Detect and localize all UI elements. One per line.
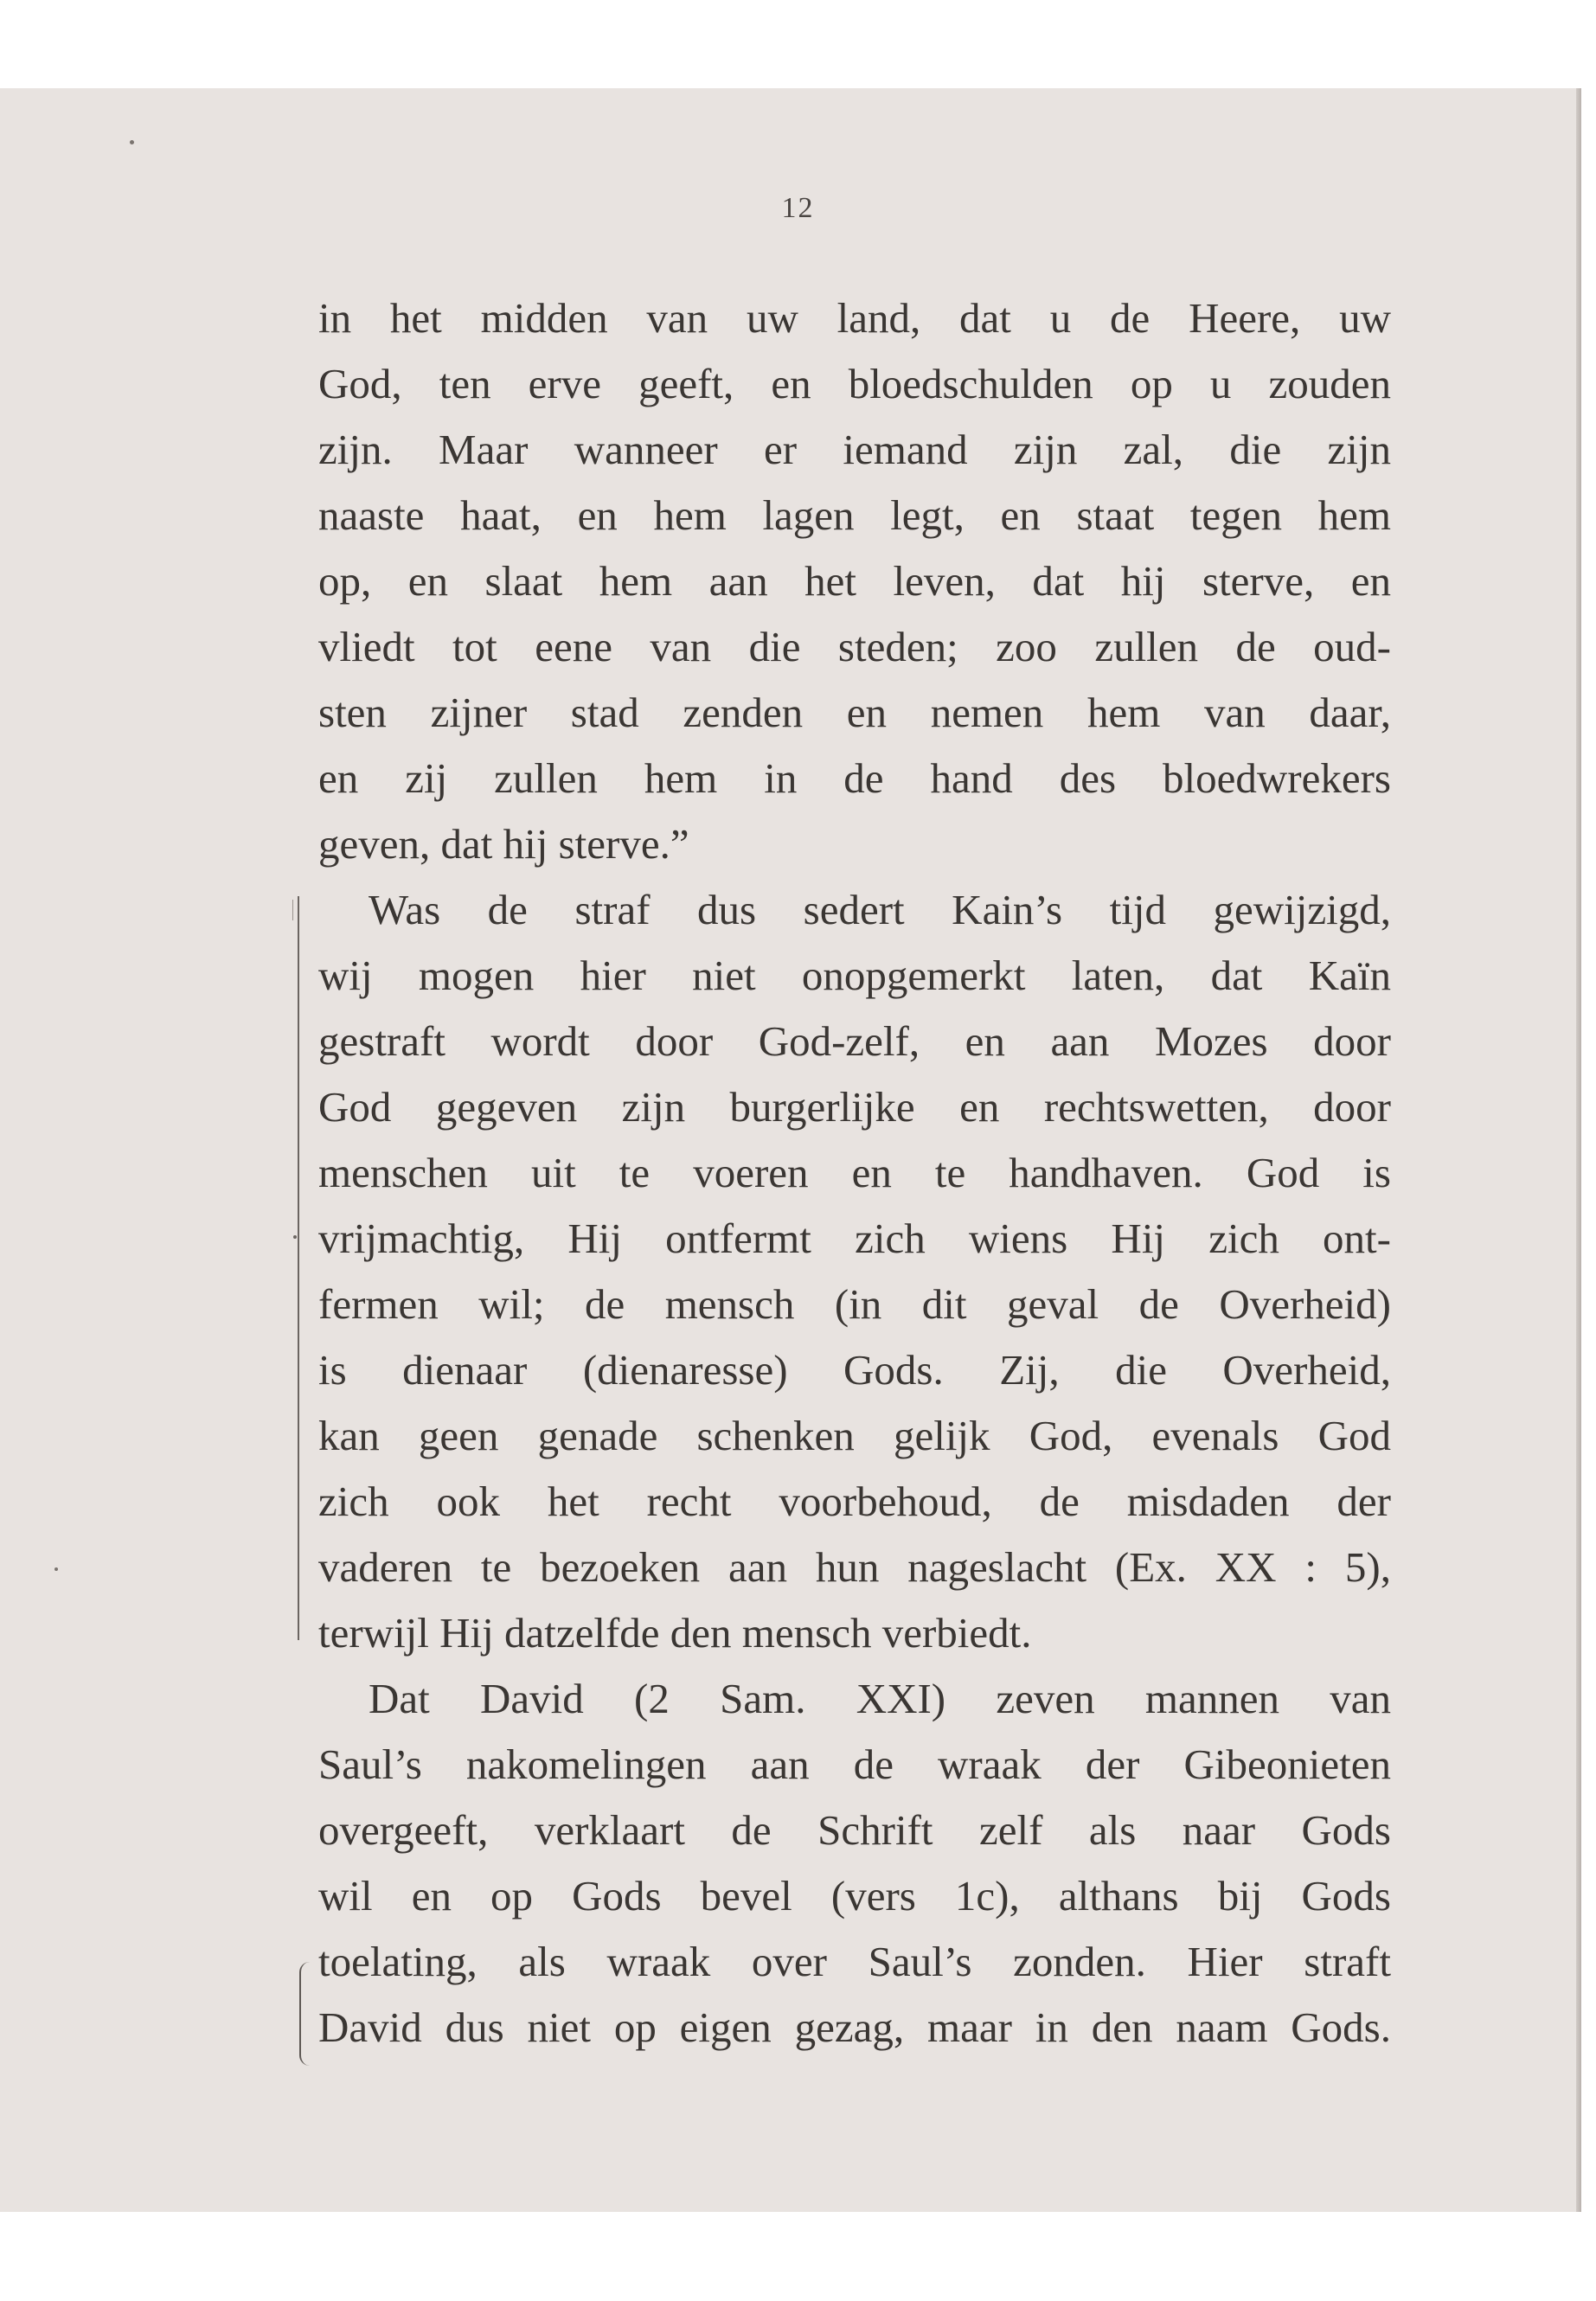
text-line: op, en slaat hem aan het leven, dat hij sterve, en (318, 557, 1391, 605)
margin-pencil-mark (292, 900, 293, 920)
margin-pencil-dot (293, 1235, 297, 1239)
text-line: God, ten erve geeft, en bloedschulden op u zouden (318, 360, 1391, 407)
text-line: sten zijner stad zenden en nemen hem van daar, (318, 689, 1391, 736)
text-line: menschen uit te voeren en te handhaven. God is (318, 1149, 1391, 1196)
text-line: zich ook het recht voorbehoud, de misdaden der (318, 1477, 1391, 1525)
text-line: en zij zullen hem in de hand des bloedwrekers (318, 754, 1391, 802)
text-line: kan geen genade schenken gelijk God, evenals God (318, 1412, 1391, 1459)
page-number: 12 (781, 192, 815, 224)
text-line: God gegeven zijn burgerlijke en rechtswetten, door (318, 1083, 1391, 1131)
text-line: vliedt tot eene van die steden; zoo zullen de oud- (318, 623, 1391, 670)
text-line: fermen wil; de mensch (in dit geval de Overheid) (318, 1280, 1391, 1328)
text-line: geven, dat hij sterve.” (318, 820, 689, 868)
text-line: vaderen te bezoeken aan hun nageslacht (Ex. XX : 5), (318, 1543, 1391, 1591)
ink-speck (130, 140, 134, 144)
text-line: Saul’s nakomelingen aan de wraak der Gibeonieten (318, 1740, 1391, 1788)
paragraph-start-line: Dat David (2 Sam. XXI) zeven mannen van (369, 1675, 1391, 1722)
text-line: toelating, als wraak over Saul’s zonden. Hier straft (318, 1938, 1391, 1985)
text-line: wij mogen hier niet onopgemerkt laten, dat Kaïn (318, 952, 1391, 999)
text-line: David dus niet op eigen gezag, maar in den naam Gods. (318, 2003, 1391, 2051)
text-line: in het midden van uw land, dat u de Heere, uw (318, 294, 1391, 342)
text-line: overgeeft, verklaart de Schrift zelf als naar Gods (318, 1806, 1391, 1854)
text-line: is dienaar (dienaresse) Gods. Zij, die Overheid, (318, 1346, 1391, 1394)
page-edge-shadow (1576, 88, 1581, 2212)
text-line: zijn. Maar wanneer er iemand zijn zal, die zijn (318, 426, 1391, 473)
text-line: terwijl Hij datzelfde den mensch verbiedt. (318, 1609, 1032, 1657)
paragraph-start-line: Was de straf dus sedert Kain’s tijd gewijzigd, (369, 886, 1391, 933)
text-line: vrijmachtig, Hij ontfermt zich wiens Hij zich ont- (318, 1215, 1391, 1262)
text-line: naaste haat, en hem lagen legt, en staat tegen hem (318, 491, 1391, 539)
text-line: gestraft wordt door God-zelf, en aan Mozes door (318, 1017, 1391, 1065)
margin-pencil-mark (298, 896, 299, 1640)
text-line: wil en op Gods bevel (vers 1c), althans bij Gods (318, 1872, 1391, 1920)
body-text (318, 285, 1391, 2061)
ink-speck (54, 1567, 58, 1571)
margin-pencil-bracket (299, 1962, 310, 2066)
